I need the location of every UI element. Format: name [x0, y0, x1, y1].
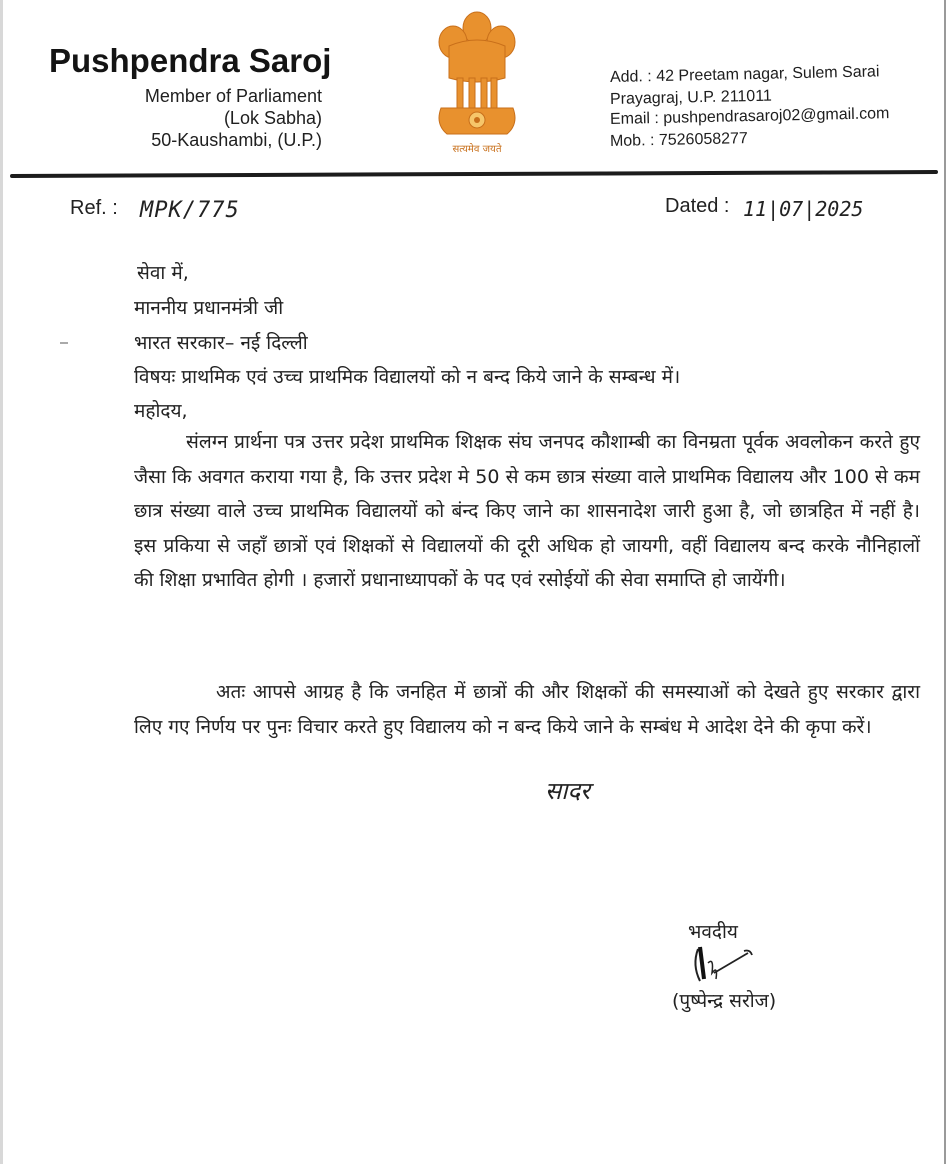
date-value: 11|07|2025 [743, 197, 864, 221]
closing-sadar: सादर [545, 777, 590, 805]
letterhead-house: (Lok Sabha) [223, 108, 322, 128]
body-paragraph-1-text: संलग्न प्रार्थना पत्र उत्तर प्रदेश प्राथमिक शिक्षक संघ जनपद कौशाम्बी का विनम्रता पूर्वक अवलोकन करते हुए जैसा कि अवगत कराया गया है, कि उत्तर प्रदेश मे 50 से कम छात्र संख्या वाले प्राथमिक विद्यालय और 100 से कम छात्र संख्या वाले उच्च प्राथमिक विद्यालयों को बंन्द किए जाने का शासनादेश जारी हुआ है, जो छात्रहित में नहीं है। इस प्रकिया से जहाँ छात्रों एवं शिक्षकों से विद्यालयों की दूरी अधिक हो जायगी, वहीं विद्यालय बन्द करके नौनिहालों की शिक्षा प्रभावित होगी । हजारों प्रधानाध्यापकों के पद एवं रसोईयों की सेवा समाप्ति हो जायेंगी। [134, 431, 920, 591]
letterhead-designation: Member of Parliament [144, 86, 322, 106]
salutation: महोदय, [134, 400, 188, 422]
body-paragraph-2 [134, 675, 920, 744]
emblem-motto: सत्यमेव जयते [452, 144, 502, 155]
signature-icon [690, 943, 760, 988]
body-paragraph-1 [134, 425, 920, 598]
reference-number: MPK/775 [140, 198, 240, 223]
page-edge-right [944, 0, 946, 1164]
closing-bhavdiya: भवदीय [688, 921, 738, 943]
reference-label: Ref. : [70, 197, 118, 219]
addressee-line-2: माननीय प्रधानमंत्री जी [134, 297, 284, 319]
addressee-line-1: सेवा में, [137, 262, 189, 284]
national-emblem-icon [427, 6, 527, 156]
page-edge-left [0, 0, 3, 1164]
address-line-1: Add. : 42 Preetam nagar, Sulem Sarai [609, 63, 880, 86]
subject-line: विषयः प्राथमिक एवं उच्च प्राथमिक विद्यालयों को न बन्द किये जाने के सम्बन्ध में। [134, 366, 681, 388]
email-line: Email : pushpendrasaroj02@gmail.com [609, 105, 890, 128]
signer-name: (पुष्पेन्द्र सरोज) [672, 990, 777, 1012]
letterhead-constituency: 50-Kaushambi, (U.P.) [151, 130, 322, 150]
body-paragraph-2-text: अतः आपसे आग्रह है कि जनहित में छात्रों की और शिक्षकों की समस्याओं को देखते हुए सरकार द्वारा लिए गए निर्णय पर पुनः विचार करते हुए विद्यालय को न बन्द किये जाने के सम्बंध मे आदेश देने की कृपा करें। [134, 681, 920, 738]
addressee-line-3: भारत सरकार– नई दिल्ली [134, 332, 308, 354]
address-line-2: Prayagraj, U.P. 211011 [609, 87, 773, 108]
mobile-line: Mob. : 7526058277 [609, 130, 749, 150]
letterhead-divider [10, 170, 938, 178]
margin-mark [60, 342, 68, 344]
date-label: Dated : [665, 195, 730, 217]
letterhead-name: Pushpendra Saroj [49, 42, 332, 79]
